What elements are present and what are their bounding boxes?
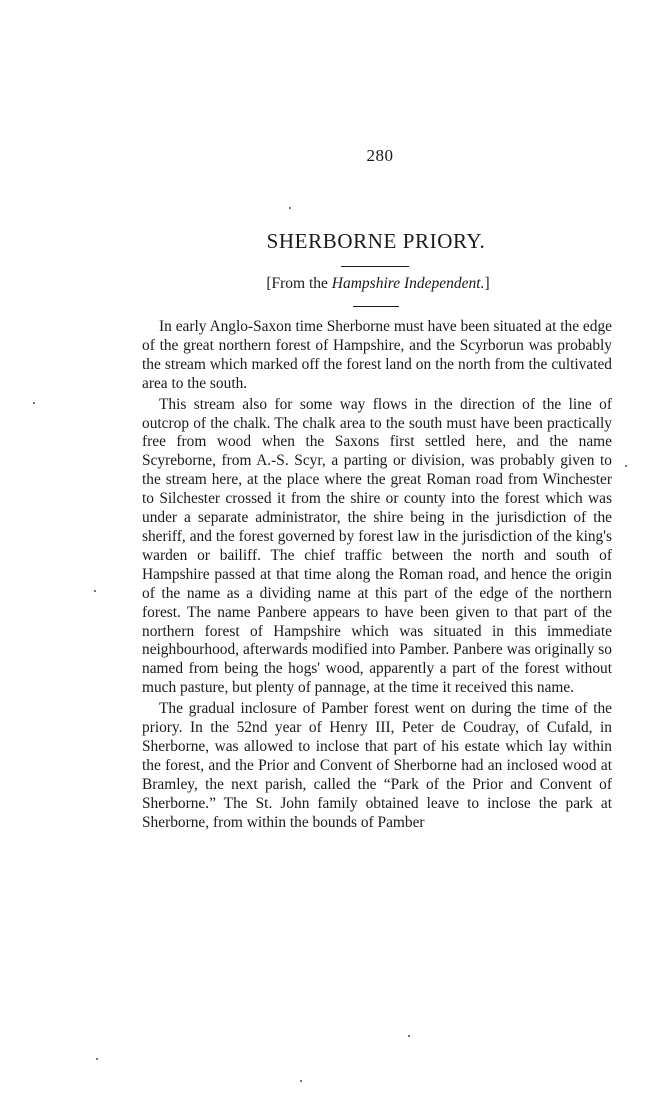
page-title: SHERBORNE PRIORY. — [266, 229, 486, 253]
source-prefix: [From the — [266, 275, 332, 292]
scan-speck — [625, 465, 627, 467]
title-rule — [341, 266, 409, 267]
scan-speck — [96, 1058, 98, 1060]
source-line — [0, 275, 662, 293]
source-publication: Hampshire Independent. — [331, 275, 485, 292]
paragraph: This stream also for some way flows in the direction of the line of outcrop of the chalk. The chalk area to the south must have been practically free from wood when the Saxons first settled here, and the name Scyreborne, from A.-S. Scyr, a parting or division, was probably given to the stream here, at the place where the great Roman road from Winchester to Silchester crossed it from the shire or county into the forest which was under a separate administrator, the shire being in the jurisdiction of the sheriff, and the forest governed by forest law in the jurisdiction of the king's warden or bailiff. The chief traffic between the north and south of Hampshire passed at that time along the Roman road, and hence the origin of the name as a dividing name at this part of the edge of the northern forest. The name Panbere appears to have been given to that part of the northern forest of Hampshire which was situated in this immediate neighbourhood, afterwards modified into Pamber. Panbere was originally so named from being the hogs' wood, apparently a part of the forest without much pasture, but plenty of pannage, at the time it received this name. — [142, 395, 612, 697]
scan-speck — [300, 1080, 302, 1082]
scan-speck — [408, 1035, 410, 1037]
source-rule — [353, 306, 399, 307]
scan-speck — [94, 590, 96, 592]
scan-speck — [289, 207, 291, 209]
source-suffix: ] — [484, 275, 490, 292]
scan-speck — [33, 402, 35, 404]
paragraph: The gradual inclosure of Pamber forest went on during the time of the priory. In the 52nd year of Henry III, Peter de Coudray, of Cufald, in Sherborne, was allowed to inclose that part of his estate which lay within the forest, and the Prior and Convent of Sherborne had an inclosed wood at Bramley, the next parish, called the “Park of the Prior and Convent of Sherborne.” The St. John family obtained leave to inclose the park at Sherborne, from within the bounds of Pamber — [142, 700, 612, 831]
page-number: 280 — [366, 146, 394, 165]
body-text — [142, 318, 612, 834]
paragraph: In early Anglo-Saxon time Sherborne must have been situated at the edge of the great northern forest of Hampshire, and the Scyrborun was probably the stream which marked off the forest land on the north from the cultivated area to the south. — [142, 318, 612, 392]
